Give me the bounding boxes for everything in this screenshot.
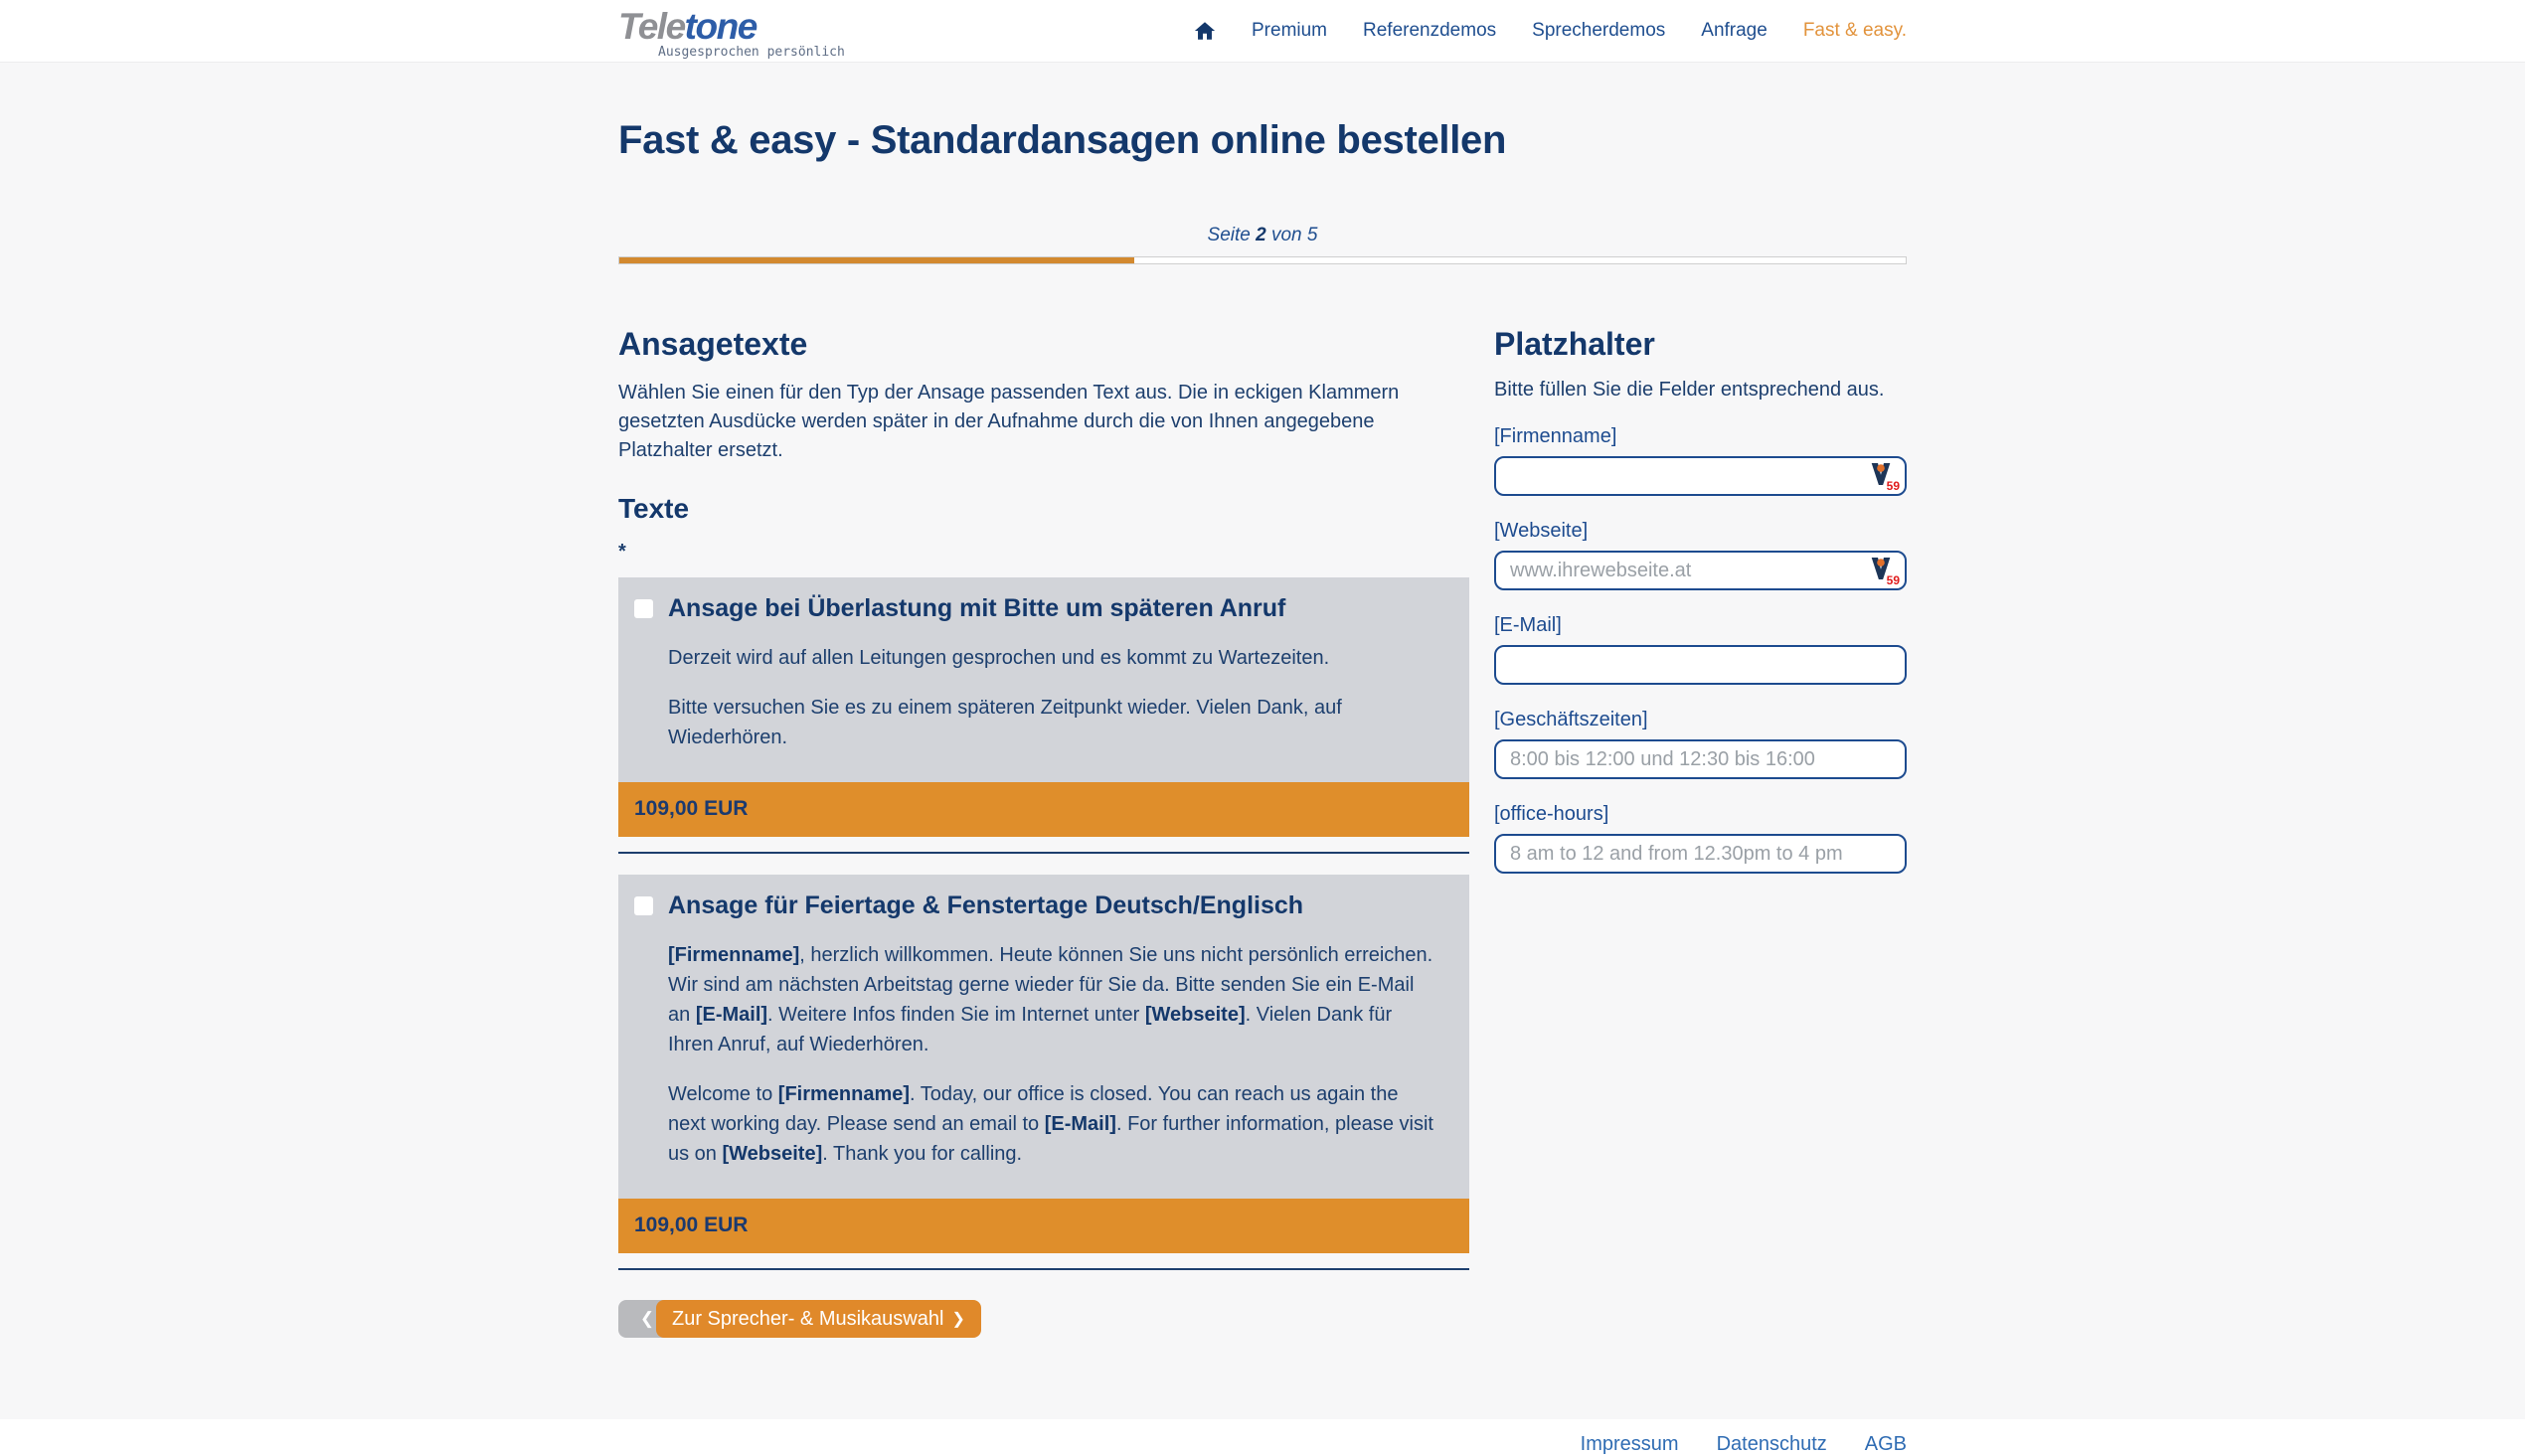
form-field-e-mail: [1494, 614, 1907, 685]
extension-badge-icon[interactable]: [1870, 556, 1898, 585]
field-label: [Geschäftszeiten]: [1494, 709, 1648, 730]
nav-item-sprecherdemos[interactable]: Sprecherdemos: [1532, 20, 1666, 41]
progress-fill: [619, 257, 1134, 263]
field-input-webseite[interactable]: [1494, 551, 1907, 590]
form-field-firmenname: [1494, 425, 1907, 496]
progress-block: [618, 225, 1907, 264]
input-wrap: [1494, 551, 1907, 590]
progress-bar: [618, 256, 1907, 264]
field-label: [E-Mail]: [1494, 614, 1562, 636]
page-title: Fast & easy - Standardansagen online bestellen: [618, 118, 1507, 162]
field-input-office-hours[interactable]: [1494, 834, 1907, 874]
ansagetexte-heading: Ansagetexte: [618, 326, 808, 362]
form-field-geschäftszeiten: [1494, 709, 1907, 779]
card-divider: [618, 852, 1469, 854]
progress-prefix: Seite: [1207, 225, 1251, 245]
logo-tagline: Ausgesprochen persönlich: [658, 44, 845, 60]
form-field-webseite: [1494, 520, 1907, 590]
main-nav: [1194, 20, 1907, 42]
extension-badge-icon[interactable]: [1870, 461, 1898, 491]
progress-mid: von: [1270, 225, 1302, 245]
next-step-button-label: Zur Sprecher- & Musikauswahl: [672, 1307, 944, 1330]
ansage-card: [618, 577, 1469, 854]
logo-part-tele: Tele: [618, 5, 685, 47]
progress-label: [618, 225, 1907, 246]
input-wrap: [1494, 739, 1907, 779]
platzhalter-section: [1494, 326, 1907, 1338]
input-wrap: [1494, 834, 1907, 874]
platzhalter-description: Bitte füllen Sie die Felder entsprechend aus.: [1494, 379, 1885, 401]
texte-heading: Texte: [618, 493, 690, 524]
footer-link-agb[interactable]: AGB: [1864, 1433, 1907, 1455]
input-wrap: [1494, 645, 1907, 685]
card-text: Welcome to [Firmenname]. Today, our office is closed. You can reach us again the next working day. Please send an email to [E-Mail]. For further information, please visit us on [Webseite]. Thank you for calling.: [668, 1083, 1433, 1165]
card-checkbox[interactable]: [634, 896, 653, 915]
main-content: [0, 62, 2525, 1419]
nav-item-fast-easy[interactable]: Fast & easy.: [1802, 20, 1907, 41]
next-step-button[interactable]: [656, 1300, 981, 1338]
card-text: Derzeit wird auf allen Leitungen gesprochen und es kommt zu Wartezeiten.: [668, 647, 1330, 669]
chevron-right-icon: ❯: [951, 1311, 965, 1328]
card-checkbox[interactable]: [634, 599, 653, 618]
home-icon[interactable]: [1194, 20, 1216, 42]
field-input-firmenname[interactable]: [1494, 456, 1907, 496]
card-text: Bitte versuchen Sie es zu einem späteren Zeitpunkt wieder. Vielen Dank, auf Wiederhören.: [668, 697, 1342, 748]
footer-link-impressum[interactable]: Impressum: [1580, 1433, 1679, 1455]
ansage-card: [618, 875, 1469, 1270]
footer-link-datenschutz[interactable]: Datenschutz: [1716, 1433, 1827, 1455]
nav-item-premium[interactable]: Premium: [1252, 20, 1328, 41]
ansagetexte-description: Wählen Sie einen für den Typ der Ansage passenden Text aus. Die in eckigen Klammern gesetzten Ausdücke werden später in der Aufnahme durch die von Ihnen angegebene Platzhalter ersetzt.: [618, 382, 1400, 461]
logo-part-tone: tone: [684, 5, 757, 47]
chevron-left-icon: ❮: [639, 1309, 655, 1328]
field-label: [Webseite]: [1494, 520, 1589, 542]
card-price: 109,00 EUR: [618, 782, 1469, 837]
ansage-card-head: [634, 593, 1439, 623]
nav-item-anfrage[interactable]: Anfrage: [1701, 20, 1768, 41]
field-label: [Firmenname]: [1494, 425, 1617, 447]
extension-badge-count: 59: [1886, 573, 1900, 587]
card-divider: [618, 1268, 1469, 1270]
ansage-card-body: [618, 577, 1469, 782]
progress-current-page: 2: [1256, 225, 1266, 245]
field-input-geschäftszeiten[interactable]: [1494, 739, 1907, 779]
progress-total-pages: 5: [1306, 225, 1318, 245]
card-text: [Firmenname], herzlich willkommen. Heute können Sie uns nicht persönlich erreichen. Wir sind am nächsten Arbeitstag gerne wieder für Sie da. Bitte senden Sie ein E-Mail an [E-Mail]. Weitere Infos finden Sie im Internet unter [Webseite]. Vielen Dank für Ihren Anruf, auf Wiederhören.: [668, 944, 1433, 1055]
site-footer: [0, 1419, 2525, 1456]
ansagetexte-section: [618, 326, 1469, 1338]
home-icon-glyph: [1194, 20, 1216, 42]
card-title: Ansage für Feiertage & Fenstertage Deutsch/Englisch: [668, 891, 1304, 919]
field-label: [office-hours]: [1494, 803, 1609, 825]
logo[interactable]: [618, 4, 845, 59]
field-input-e-mail[interactable]: [1494, 645, 1907, 685]
nav-item-referenzdemos[interactable]: Referenzdemos: [1363, 20, 1497, 41]
navigation-buttons: [618, 1300, 1469, 1338]
card-price: 109,00 EUR: [618, 1199, 1469, 1253]
input-wrap: [1494, 456, 1907, 496]
site-header: [0, 0, 2525, 62]
ansage-card-head: [634, 890, 1439, 920]
extension-badge-count: 59: [1886, 479, 1900, 493]
ansage-card-body: [618, 875, 1469, 1199]
form-field-office-hours: [1494, 803, 1907, 874]
logo-text: [618, 5, 845, 47]
platzhalter-heading: Platzhalter: [1494, 326, 1655, 362]
required-marker: *: [618, 541, 626, 563]
card-title: Ansage bei Überlastung mit Bitte um späteren Anruf: [668, 594, 1286, 622]
